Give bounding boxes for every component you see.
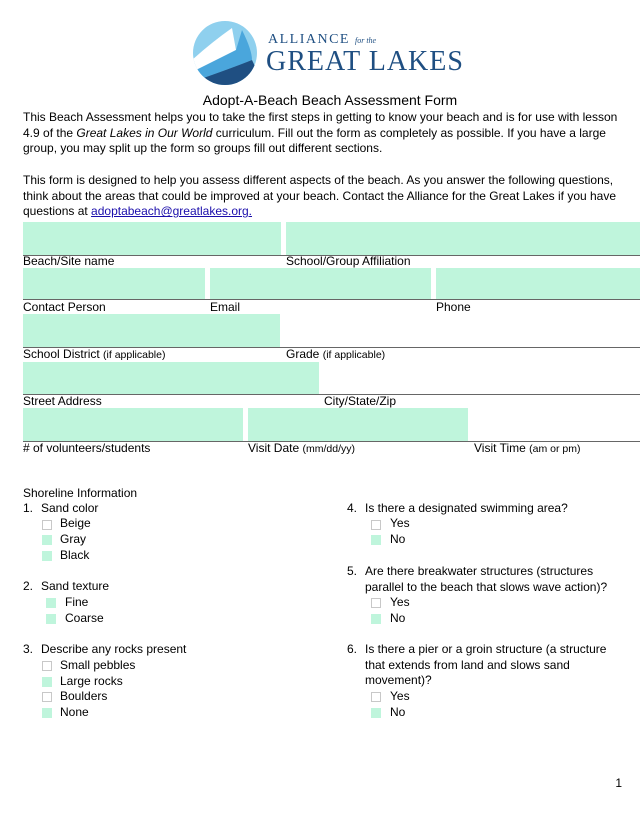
option-gray: Gray	[60, 532, 87, 546]
option-black: Black	[60, 548, 90, 562]
option-breakwater-no: No	[390, 611, 406, 625]
row-divider	[23, 299, 640, 300]
question-pier-groin: 6. Is there a pier or a groin structure (a structure that extends from land and slows sand movement)?	[347, 642, 607, 688]
great-lakes-wave-icon	[192, 20, 262, 86]
checkbox-coarse[interactable]	[46, 614, 56, 624]
page-number: 1	[615, 776, 622, 790]
option-breakwater-yes: Yes	[390, 595, 410, 609]
option-swim-yes: Yes	[390, 516, 410, 530]
option-none: None	[60, 705, 89, 719]
beach-site-input[interactable]	[23, 222, 281, 255]
checkbox-pier-no[interactable]	[371, 708, 381, 718]
grade-label: Grade (if applicable)	[286, 347, 386, 361]
checkbox-beige[interactable]	[42, 520, 52, 530]
phone-label: Phone	[436, 300, 471, 314]
street-address-input[interactable]	[23, 362, 319, 394]
logo-alliance-text: ALLIANCE for the	[268, 32, 377, 47]
contact-person-input[interactable]	[23, 268, 205, 299]
option-beige: Beige	[60, 516, 91, 530]
volunteers-label: # of volunteers/students	[23, 441, 151, 455]
checkbox-gray[interactable]	[42, 535, 52, 545]
visit-time-label: Visit Time (am or pm)	[474, 441, 581, 455]
checkbox-small-pebbles[interactable]	[42, 661, 52, 671]
contact-person-label: Contact Person	[23, 300, 106, 314]
shoreline-section-title: Shoreline Information	[23, 486, 138, 500]
option-swim-no: No	[390, 532, 406, 546]
checkbox-boulders[interactable]	[42, 692, 52, 702]
email-label: Email	[210, 300, 241, 314]
school-group-label: School/Group Affiliation	[286, 254, 411, 268]
city-state-zip-label: City/State/Zip	[324, 394, 397, 408]
option-pier-no: No	[390, 705, 406, 719]
checkbox-fine[interactable]	[46, 598, 56, 608]
visit-date-label: Visit Date (mm/dd/yy)	[248, 441, 355, 455]
logo-great-lakes-text: GREAT LAKES	[266, 46, 464, 77]
intro-paragraph-1: This Beach Assessment helps you to take the first steps in getting to know your beach and is for use with lesson 4.9 of the Great Lakes in Our World curriculum. Fill out the form as completely as possible. If you have a large group, you may split up the form so groups fill out different sections.	[23, 110, 618, 156]
intro-paragraph-2: This form is designed to help you assess different aspects of the beach. As you answer the following questions, think about the areas that could be improved at your beach. Contact the Alliance for the Great Lakes if you have questions at adoptabeach@greatlakes.org.	[23, 173, 617, 219]
option-fine: Fine	[65, 595, 89, 609]
beach-site-label: Beach/Site name	[23, 254, 115, 268]
checkbox-breakwater-yes[interactable]	[371, 598, 381, 608]
checkbox-pier-yes[interactable]	[371, 692, 381, 702]
phone-input[interactable]	[436, 268, 640, 299]
visit-date-input[interactable]	[248, 408, 468, 441]
school-district-label: School District (if applicable)	[23, 347, 166, 361]
school-group-input[interactable]	[286, 222, 640, 255]
form-title: Adopt-A-Beach Beach Assessment Form	[202, 92, 458, 108]
contact-email-link[interactable]: adoptabeach@greatlakes.org.	[91, 204, 253, 219]
volunteers-input[interactable]	[23, 408, 243, 441]
option-coarse: Coarse	[65, 611, 104, 625]
option-pier-yes: Yes	[390, 689, 410, 703]
email-input[interactable]	[210, 268, 431, 299]
checkbox-none[interactable]	[42, 708, 52, 718]
question-breakwater: 5. Are there breakwater structures (structures parallel to the beach that slows wave action)?	[347, 564, 608, 594]
option-large-rocks: Large rocks	[60, 674, 123, 688]
alliance-logo	[192, 20, 464, 88]
checkbox-swim-yes[interactable]	[371, 520, 381, 530]
checkbox-large-rocks[interactable]	[42, 677, 52, 687]
checkbox-black[interactable]	[42, 551, 52, 561]
option-boulders: Boulders	[60, 689, 108, 703]
checkbox-swim-no[interactable]	[371, 535, 381, 545]
option-small-pebbles: Small pebbles	[60, 658, 136, 672]
checkbox-breakwater-no[interactable]	[371, 614, 381, 624]
school-district-input[interactable]	[23, 314, 280, 347]
street-address-label: Street Address	[23, 394, 102, 408]
